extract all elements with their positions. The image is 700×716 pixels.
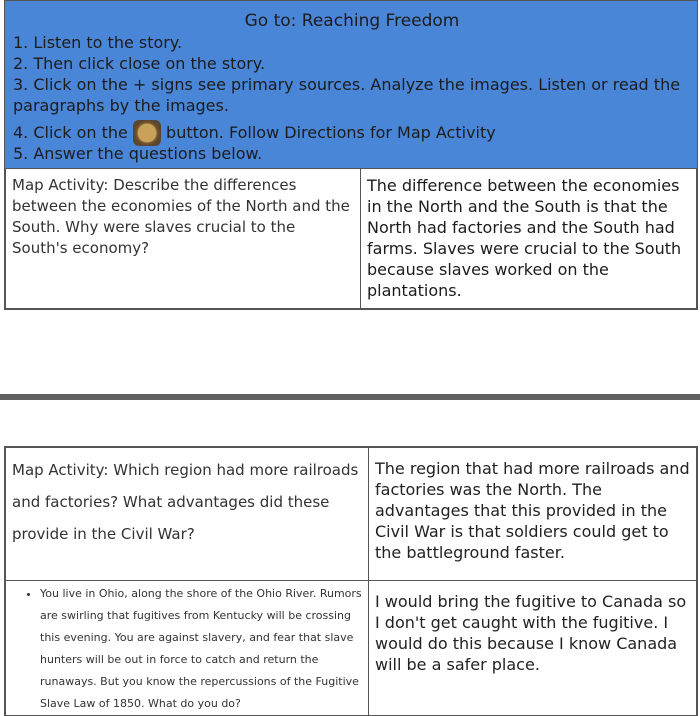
step-2: 2. Then click close on the story. bbox=[13, 54, 266, 73]
table-railroads bbox=[5, 447, 697, 716]
instructions-box bbox=[5, 1, 697, 168]
table-row bbox=[6, 169, 697, 309]
answer-cell[interactable]: I would bring the fugitive to Canada so I don't get caught with the fugitive. I would do this because I know Canada will be a safer place. bbox=[369, 581, 697, 716]
section-divider bbox=[0, 394, 700, 400]
step-4 bbox=[13, 122, 691, 143]
question-cell: Map Activity: Describe the differences between the economies of the North and the South. Why were slaves crucial to the South's economy? bbox=[6, 169, 361, 309]
step-4-text-before: 4. Click on the bbox=[13, 123, 128, 142]
step-1: 1. Listen to the story. bbox=[13, 33, 183, 52]
question-cell: Map Activity: Which region had more railroads and factories? What advantages did these provide in the Civil War? bbox=[6, 448, 369, 581]
table-economies bbox=[5, 168, 697, 309]
scenario-cell bbox=[6, 581, 369, 716]
top-panel bbox=[4, 0, 698, 310]
step-3: 3. Click on the + signs see primary sources. Analyze the images. Listen or read the paragraphs by the images. bbox=[13, 75, 681, 115]
answer-cell[interactable]: The region that had more railroads and factories was the North. The advantages that this provided in the Civil War is that soldiers could get to the battleground faster. bbox=[369, 448, 697, 581]
table-row bbox=[6, 448, 697, 581]
bottom-panel bbox=[4, 446, 698, 716]
table-row bbox=[6, 581, 697, 716]
answer-cell[interactable]: The difference between the economies in the North and the South is that the North had factories and the South had farms. Slaves were crucial to the South because slaves worked on the plantations. bbox=[361, 169, 697, 309]
step-5: 5. Answer the questions below. bbox=[13, 144, 263, 163]
instructions-title: Go to: Reaching Freedom bbox=[244, 11, 460, 31]
map-coin-icon[interactable] bbox=[133, 120, 161, 146]
step-4-text-after: button. Follow Directions for Map Activity bbox=[166, 123, 496, 142]
scenario-text: • You live in Ohio, along the shore of the Ohio River. Rumors are swirling that fugitives from Kentucky will be crossing this evening. You are against slavery, and fear that slave hunters will be out in force to catch and return the runaways. But you know the repercussions of the Fugitive Slave Law of 1850. What do you do? bbox=[40, 583, 362, 715]
